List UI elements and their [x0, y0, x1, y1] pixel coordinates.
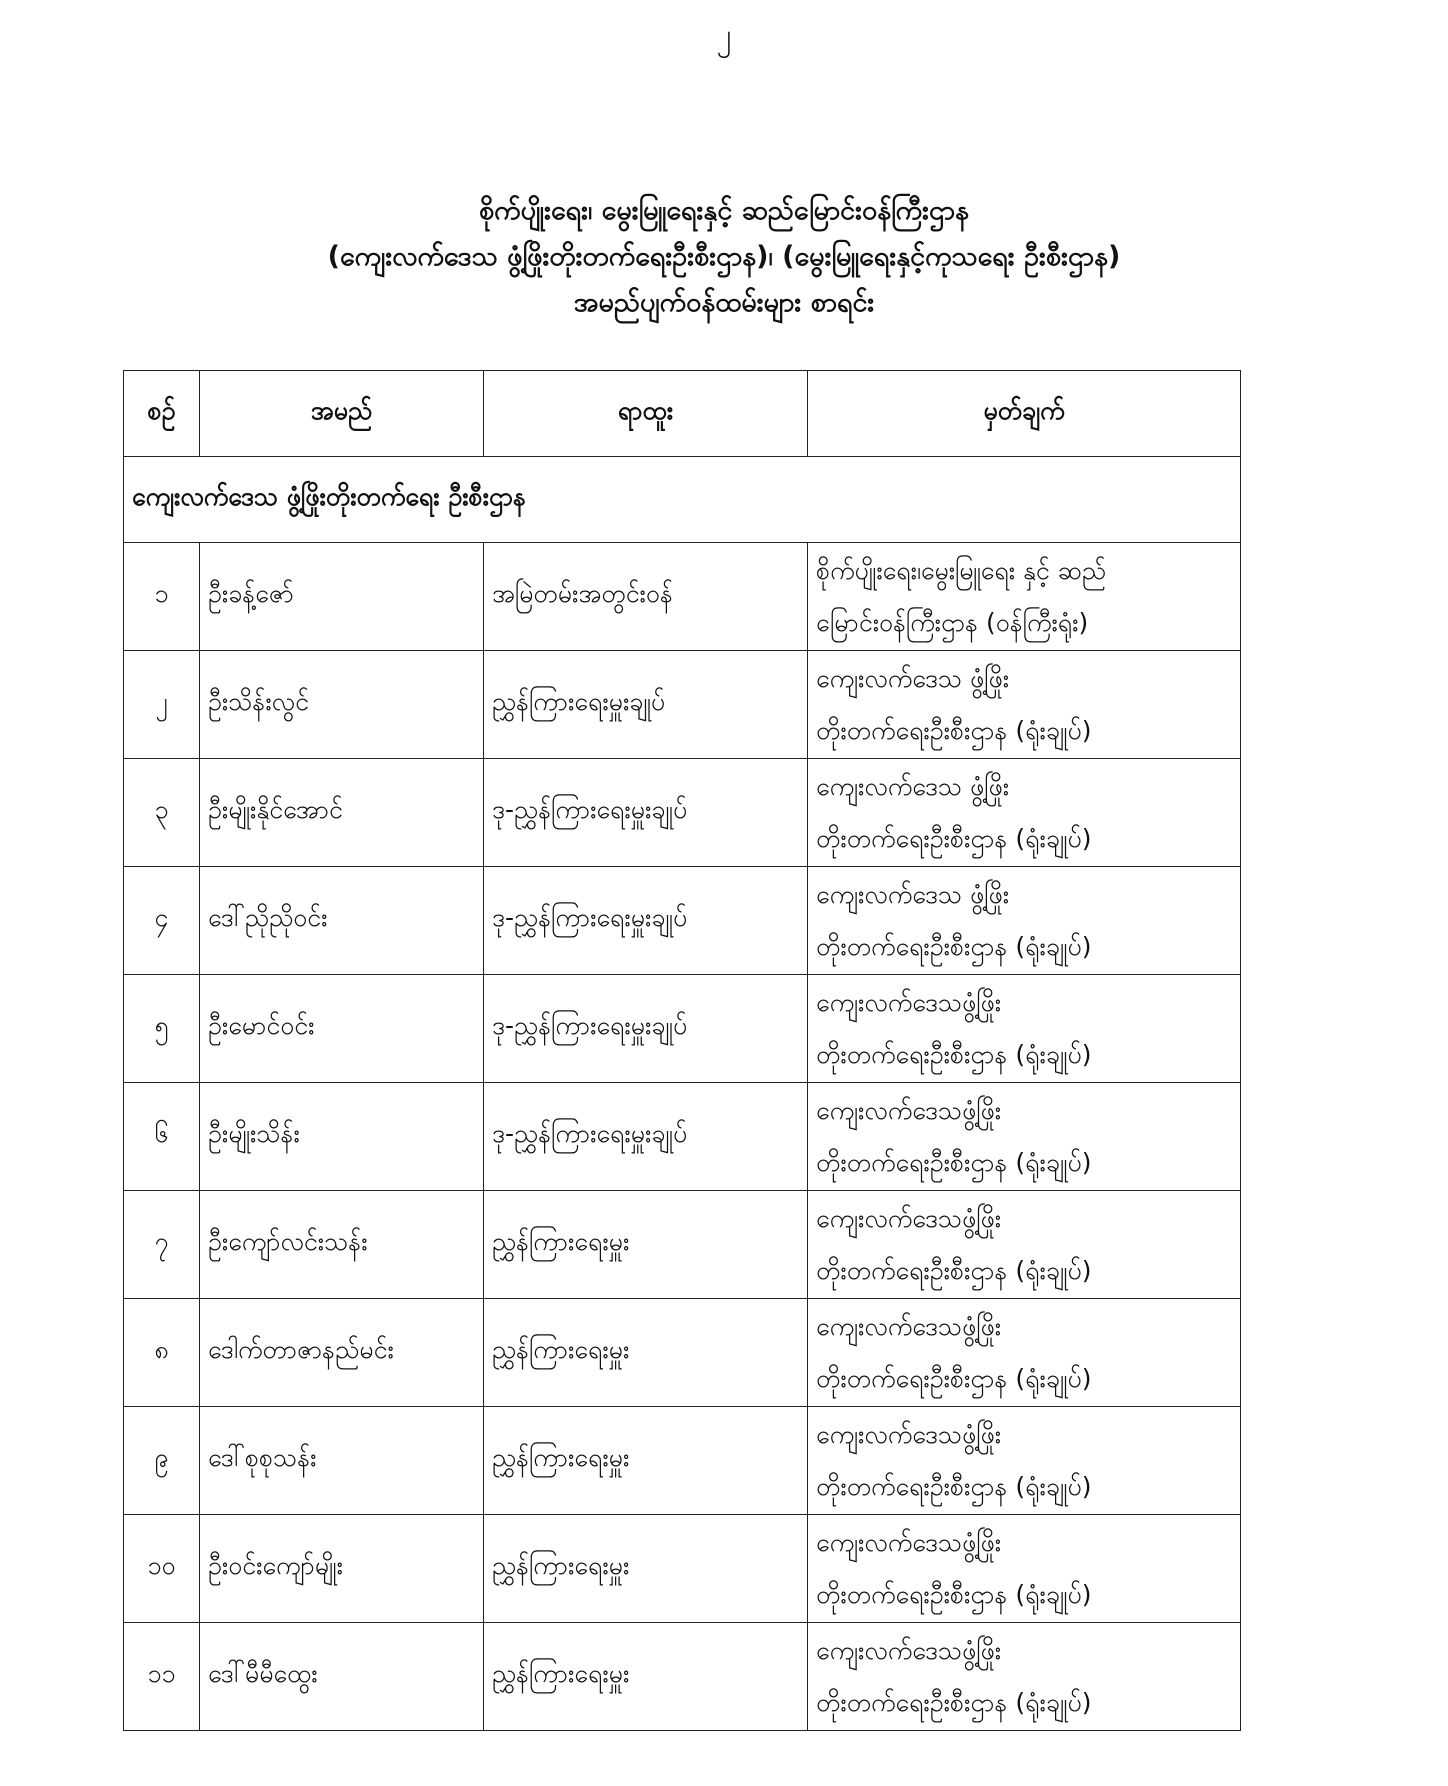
- cell-name: ဦးသိန်းလွင်: [200, 651, 484, 759]
- cell-no: ၉: [124, 1407, 200, 1515]
- remark-line-2: တိုးတက်ရေးဦးစီးဌာန (ရုံးချုပ်): [816, 1687, 1092, 1717]
- remark-line-1: ကျေးလက်ဒေသဖွံ့ဖြိုး: [816, 987, 1002, 1017]
- cell-name: ဦးဝင်းကျော်မျိုး: [200, 1515, 484, 1623]
- remark-line-2: တိုးတက်ရေးဦးစီးဌာန (ရုံးချုပ်): [816, 1255, 1092, 1285]
- remark-line-1: ကျေးလက်ဒေသဖွံ့ဖြိုး: [816, 1419, 1002, 1449]
- remark-line-1: ကျေးလက်ဒေသ ဖွံ့ဖြိုး: [816, 771, 1010, 801]
- cell-rank: ဒု-ညွှန်ကြားရေးမှူးချုပ်: [484, 1083, 808, 1191]
- remark-line-2: တိုးတက်ရေးဦးစီးဌာန (ရုံးချုပ်): [816, 1147, 1092, 1177]
- cell-rank: အမြဲတမ်းအတွင်းဝန်: [484, 543, 808, 651]
- table-row: [124, 1191, 1241, 1299]
- cell-rank: ညွှန်ကြားရေးမှူး: [484, 1515, 808, 1623]
- cell-no: ၇: [124, 1191, 200, 1299]
- cell-remark: [808, 975, 1241, 1083]
- remark-line-1: ကျေးလက်ဒေသဖွံ့ဖြိုး: [816, 1203, 1002, 1233]
- cell-name: ဦးမျိုးနိုင်အောင်: [200, 759, 484, 867]
- cell-name: ဒေါ်မီမီထွေး: [200, 1623, 484, 1731]
- cell-remark: [808, 1515, 1241, 1623]
- cell-rank: ညွှန်ကြားရေးမှူး: [484, 1191, 808, 1299]
- cell-no: ၁: [124, 543, 200, 651]
- table-row: [124, 1299, 1241, 1407]
- remark-line-2: တိုးတက်ရေးဦးစီးဌာန (ရုံးချုပ်): [816, 715, 1092, 745]
- table-header-row: [124, 371, 1241, 457]
- cell-name: ဦးကျော်လင်းသန်း: [200, 1191, 484, 1299]
- remark-line-2: တိုးတက်ရေးဦးစီးဌာန (ရုံးချုပ်): [816, 823, 1092, 853]
- remark-line-2: တိုးတက်ရေးဦးစီးဌာန (ရုံးချုပ်): [816, 1579, 1092, 1609]
- cell-rank: ဒု-ညွှန်ကြားရေးမှူးချုပ်: [484, 975, 808, 1083]
- cell-remark: [808, 651, 1241, 759]
- cell-remark: [808, 1407, 1241, 1515]
- cell-rank: ညွှန်ကြားရေးမှူး: [484, 1623, 808, 1731]
- table-row: [124, 759, 1241, 867]
- cell-no: ၈: [124, 1299, 200, 1407]
- cell-rank: ညွှန်ကြားရေးမှူး: [484, 1407, 808, 1515]
- cell-remark: [808, 1623, 1241, 1731]
- cell-rank: ညွှန်ကြားရေးမှူး: [484, 1299, 808, 1407]
- cell-no: ၄: [124, 867, 200, 975]
- cell-no: ၁၀: [124, 1515, 200, 1623]
- remark-line-1: ကျေးလက်ဒေသဖွံ့ဖြိုး: [816, 1527, 1002, 1557]
- cell-name: ဦးမောင်ဝင်း: [200, 975, 484, 1083]
- remark-line-1: ကျေးလက်ဒေသဖွံ့ဖြိုး: [816, 1311, 1002, 1341]
- cell-remark: [808, 1083, 1241, 1191]
- cell-no: ၁၁: [124, 1623, 200, 1731]
- table-row: [124, 1407, 1241, 1515]
- table-row: [124, 1515, 1241, 1623]
- table-row: [124, 867, 1241, 975]
- cell-rank: ဒု-ညွှန်ကြားရေးမှူးချုပ်: [484, 867, 808, 975]
- title-line-ministry: စိုက်ပျိုးရေး၊ မွေးမြူရေးနှင့် ဆည်မြောင်းဝန်ကြီးဌာန: [478, 195, 969, 226]
- cell-no: ၃: [124, 759, 200, 867]
- cell-name: ဦးခန့်ဇော်: [200, 543, 484, 651]
- page-number: ၂: [716, 18, 732, 53]
- cell-name: ဒေါက်တာဇာနည်မင်း: [200, 1299, 484, 1407]
- header-rank: ရာထူး: [484, 371, 808, 457]
- section-row: [124, 457, 1241, 543]
- cell-remark: [808, 1191, 1241, 1299]
- header-no: စဉ်: [124, 371, 200, 457]
- table-row: [124, 1623, 1241, 1731]
- title-line-list: အမည်ပျက်ဝန်ထမ်းများ စာရင်း: [573, 287, 875, 318]
- table-row: [124, 651, 1241, 759]
- cell-rank: ညွှန်ကြားရေးမှူးချုပ်: [484, 651, 808, 759]
- remark-line-2: တိုးတက်ရေးဦးစီးဌာန (ရုံးချုပ်): [816, 1363, 1092, 1393]
- cell-no: ၆: [124, 1083, 200, 1191]
- table-row: [124, 975, 1241, 1083]
- remark-line-2: တိုးတက်ရေးဦးစီးဌာန (ရုံးချုပ်): [816, 1039, 1092, 1069]
- title-line-departments: (ကျေးလက်ဒေသ ဖွံ့ဖြိုးတိုးတက်ရေးဦးစီးဌာန)၊ (မွေးမြူရေးနှင့်ကုသရေး ဦးစီးဌာန): [327, 241, 1121, 272]
- cell-no: ၂: [124, 651, 200, 759]
- remark-line-1: ကျေးလက်ဒေသဖွံ့ဖြိုး: [816, 1095, 1002, 1125]
- cell-remark: [808, 867, 1241, 975]
- table-row: [124, 543, 1241, 651]
- remark-line-2: မြောင်းဝန်ကြီးဌာန (ဝန်ကြီးရုံး): [816, 607, 1089, 637]
- cell-no: ၅: [124, 975, 200, 1083]
- remark-line-2: တိုးတက်ရေးဦးစီးဌာန (ရုံးချုပ်): [816, 1471, 1092, 1501]
- remark-line-2: တိုးတက်ရေးဦးစီးဌာန (ရုံးချုပ်): [816, 931, 1092, 961]
- remark-line-1: စိုက်ပျိုးရေး၊မွေးမြူရေး နှင့် ဆည်: [816, 555, 1107, 585]
- cell-name: ဦးမျိုးသိန်း: [200, 1083, 484, 1191]
- remark-line-1: ကျေးလက်ဒေသ ဖွံ့ဖြိုး: [816, 663, 1010, 693]
- staff-table: [123, 370, 1241, 1731]
- remark-line-1: ကျေးလက်ဒေသ ဖွံ့ဖြိုး: [816, 879, 1010, 909]
- remark-line-1: ကျေးလက်ဒေသဖွံ့ဖြိုး: [816, 1635, 1002, 1665]
- cell-name: ဒေါ်စုစုသန်း: [200, 1407, 484, 1515]
- section-title: ကျေးလက်ဒေသ ဖွံ့ဖြိုးတိုးတက်ရေး ဦးစီးဌာန: [124, 457, 1241, 543]
- cell-remark: [808, 1299, 1241, 1407]
- cell-rank: ဒု-ညွှန်ကြားရေးမှူးချုပ်: [484, 759, 808, 867]
- cell-remark: [808, 759, 1241, 867]
- header-remark: မှတ်ချက်: [808, 371, 1241, 457]
- document-title: [0, 188, 1448, 326]
- cell-name: ဒေါ်ညိုညိုဝင်း: [200, 867, 484, 975]
- cell-remark: [808, 543, 1241, 651]
- header-name: အမည်: [200, 371, 484, 457]
- table-row: [124, 1083, 1241, 1191]
